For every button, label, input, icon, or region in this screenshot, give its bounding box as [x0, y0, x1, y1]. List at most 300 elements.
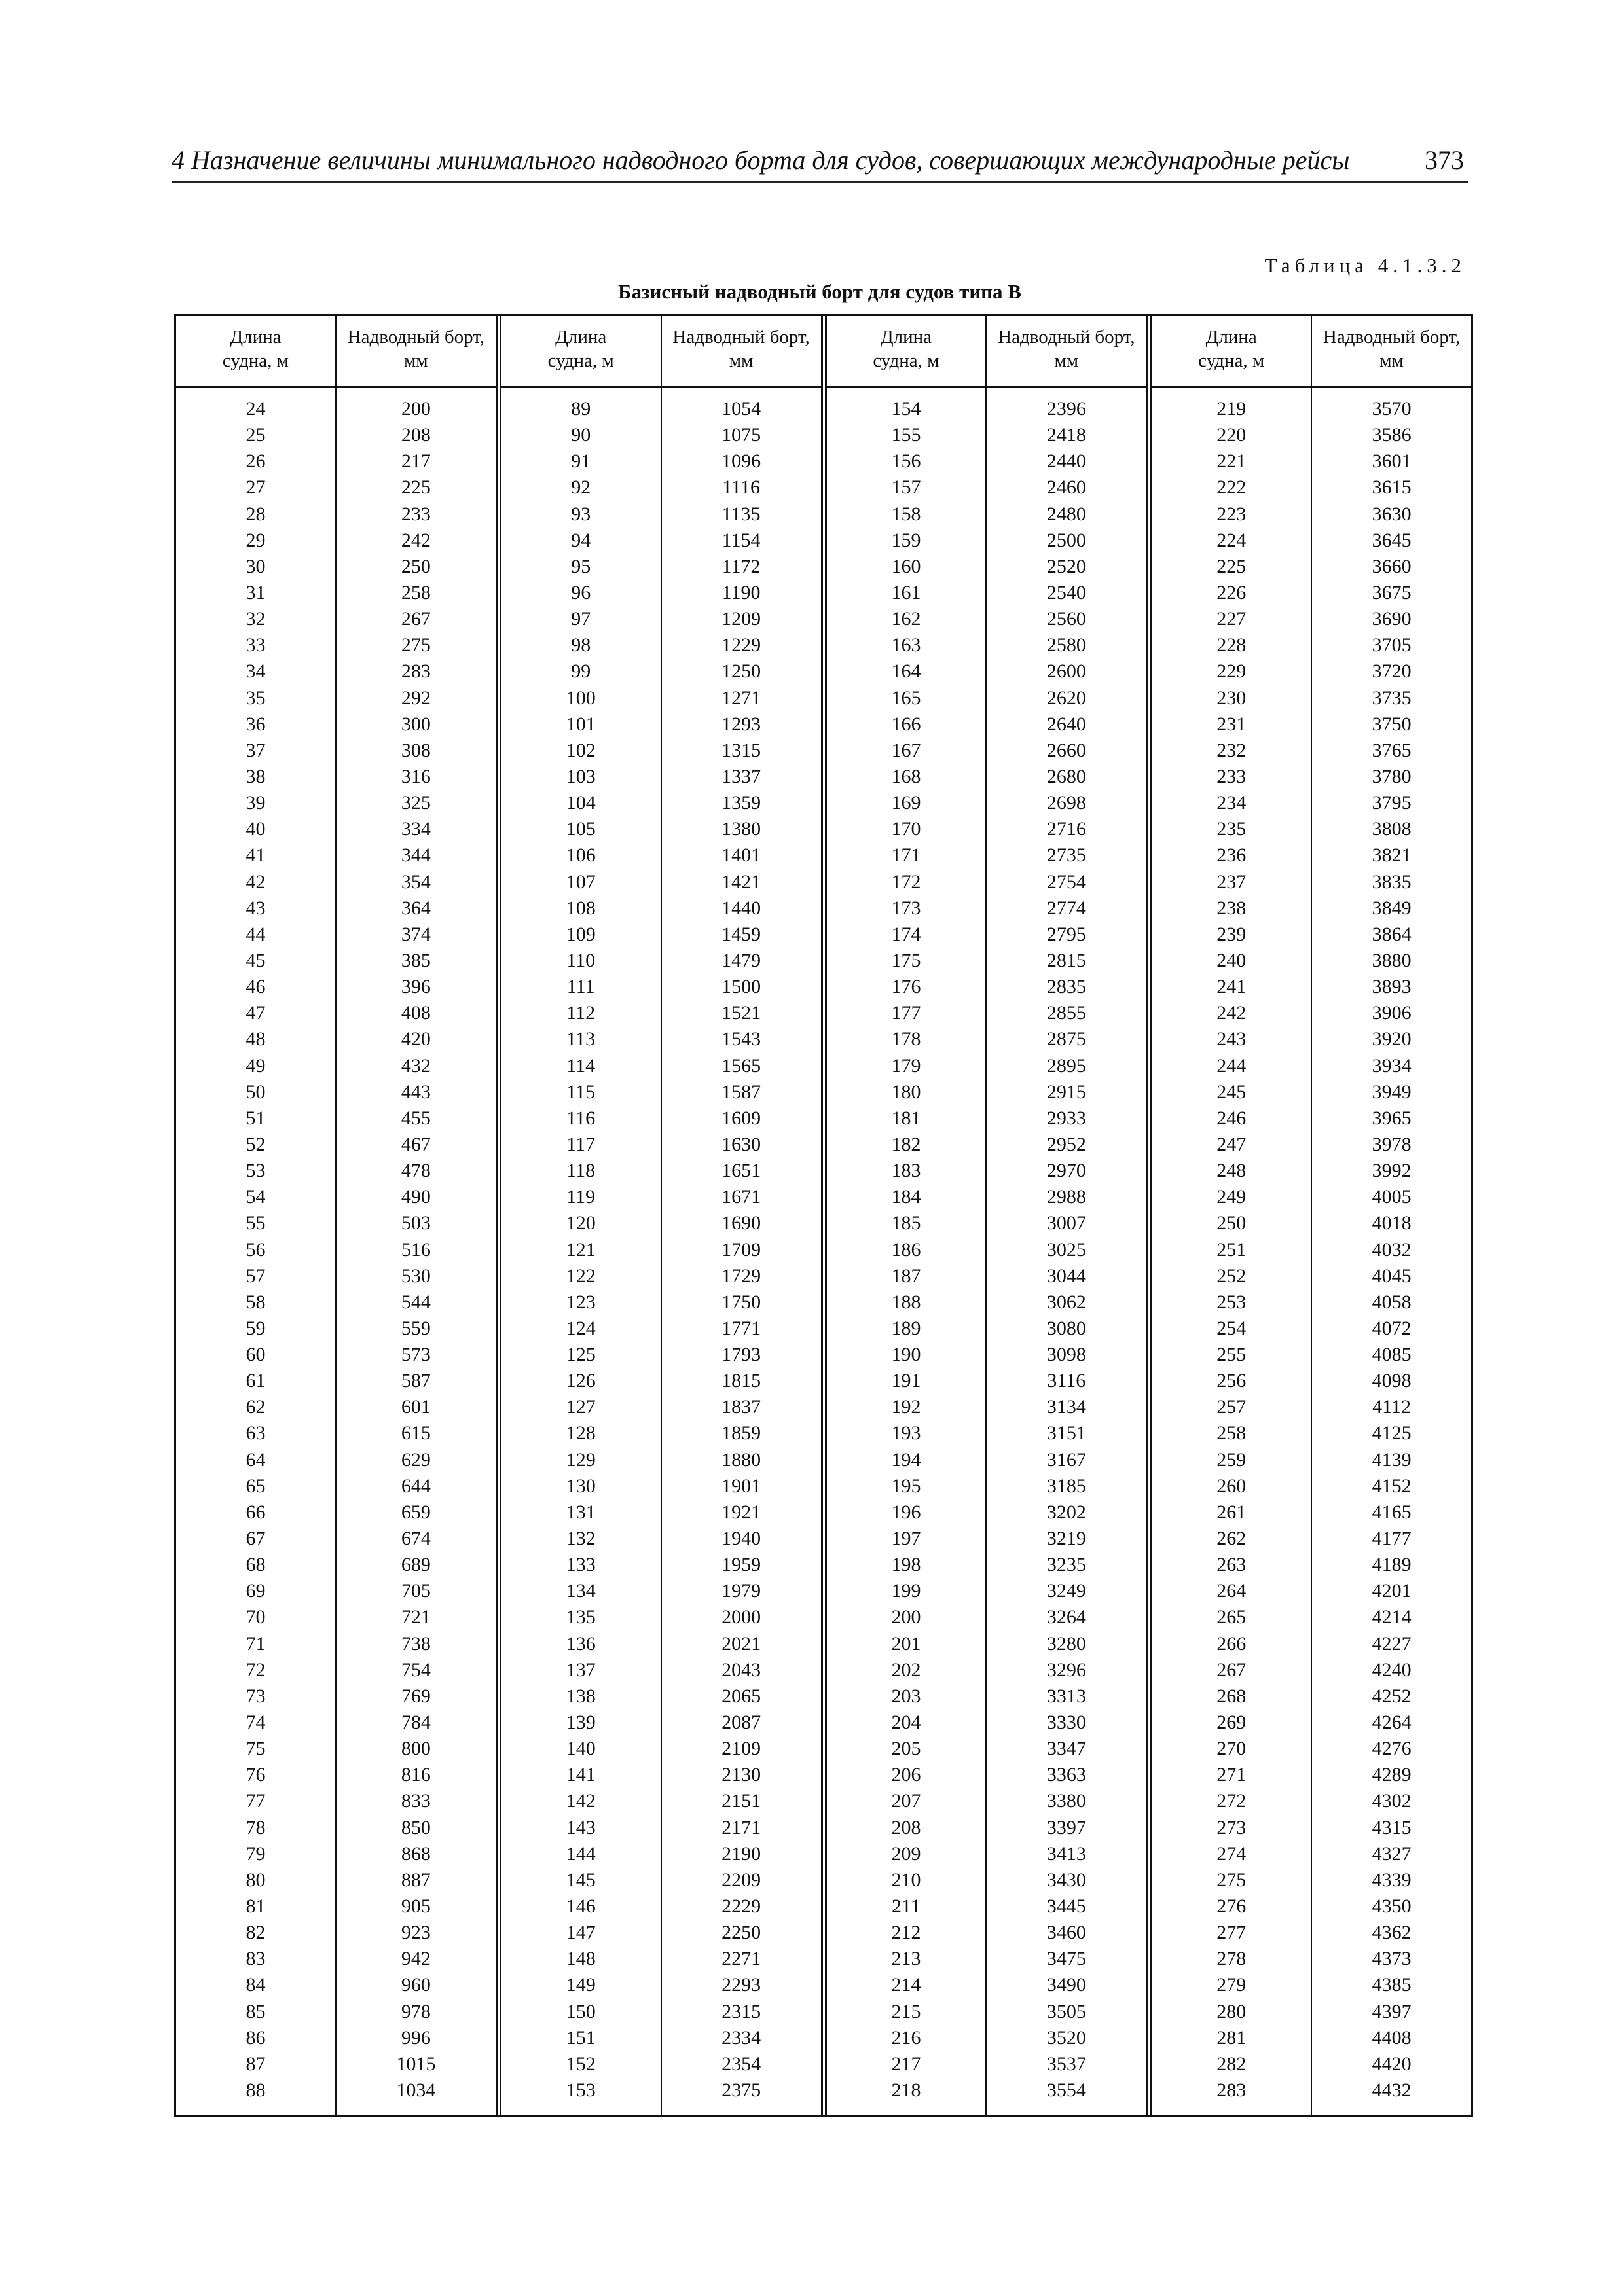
freeboard-cell: 364 [401, 897, 431, 919]
freeboard-cell: 267 [401, 608, 431, 630]
freeboard-cell: 4125 [1372, 1422, 1412, 1444]
freeboard-cell: 3949 [1372, 1081, 1412, 1103]
column-group-header [827, 316, 1146, 388]
length-cell: 37 [246, 739, 266, 761]
length-cell: 184 [891, 1186, 921, 1208]
length-cell: 228 [1216, 634, 1247, 656]
freeboard-cell: 960 [401, 1974, 431, 1996]
freeboard-cell: 2754 [1046, 870, 1086, 893]
length-cell: 217 [891, 2053, 921, 2075]
length-cell: 252 [1216, 1265, 1247, 1287]
freeboard-cell: 3906 [1372, 1002, 1412, 1024]
length-cell: 239 [1216, 923, 1247, 945]
length-cell: 232 [1216, 739, 1247, 761]
freeboard-cell: 4420 [1372, 2053, 1412, 2075]
freeboard-cell: 3185 [1046, 1475, 1086, 1497]
header-line: судна, м [1198, 350, 1265, 371]
freeboard-cell: 2190 [721, 1842, 761, 1865]
freeboard-column [661, 388, 821, 2115]
header-length [827, 316, 986, 386]
freeboard-cell: 2620 [1046, 687, 1086, 709]
freeboard-cell: 2354 [721, 2053, 761, 2075]
freeboard-cell: 3235 [1046, 1554, 1086, 1576]
length-cell: 234 [1216, 792, 1247, 814]
length-cell: 87 [246, 2053, 266, 2075]
freeboard-cell: 3044 [1046, 1265, 1086, 1287]
freeboard-cell: 530 [401, 1265, 431, 1287]
freeboard-cell: 978 [401, 2000, 431, 2022]
freeboard-cell: 4165 [1372, 1501, 1412, 1523]
length-cell: 127 [566, 1396, 596, 1418]
length-cell: 192 [891, 1396, 921, 1418]
length-cell: 179 [891, 1054, 921, 1077]
freeboard-cell: 242 [401, 529, 431, 551]
header-line: Длина [230, 327, 282, 348]
freeboard-cell: 325 [401, 792, 431, 814]
length-cell: 72 [246, 1659, 266, 1681]
length-cell: 108 [566, 897, 596, 919]
freeboard-cell: 1609 [721, 1107, 761, 1129]
freeboard-cell: 1337 [721, 765, 761, 787]
length-cell: 54 [246, 1186, 266, 1208]
freeboard-cell: 2293 [721, 1974, 761, 1996]
length-cell: 100 [566, 687, 596, 709]
length-cell: 224 [1216, 529, 1247, 551]
length-cell: 165 [891, 687, 921, 709]
length-cell: 211 [891, 1895, 921, 1918]
length-cell: 49 [246, 1054, 266, 1077]
freeboard-cell: 2109 [721, 1738, 761, 1760]
length-cell: 229 [1216, 660, 1247, 683]
length-cell: 247 [1216, 1133, 1247, 1155]
freeboard-cell: 3520 [1046, 2026, 1086, 2049]
length-cell: 89 [571, 398, 591, 420]
freeboard-cell: 4177 [1372, 1528, 1412, 1550]
freeboard-cell: 1630 [721, 1133, 761, 1155]
freeboard-cell: 3720 [1372, 660, 1412, 683]
freeboard-cell: 629 [401, 1448, 431, 1471]
freeboard-cell: 3570 [1372, 398, 1412, 420]
freeboard-cell: 1959 [721, 1554, 761, 1576]
freeboard-cell: 4339 [1372, 1869, 1412, 1891]
freeboard-cell: 2440 [1046, 450, 1086, 473]
freeboard-cell: 3490 [1046, 1974, 1086, 1996]
length-cell: 237 [1216, 870, 1247, 893]
freeboard-cell: 784 [401, 1712, 431, 1734]
freeboard-cell: 3505 [1046, 2000, 1086, 2022]
length-cell: 272 [1216, 1790, 1247, 1812]
length-cell: 110 [566, 949, 596, 971]
freeboard-cell: 217 [401, 450, 431, 473]
freeboard-cell: 3660 [1372, 555, 1412, 577]
length-cell: 219 [1216, 398, 1247, 420]
length-cell: 213 [891, 1948, 921, 1970]
freeboard-cell: 3202 [1046, 1501, 1086, 1523]
freeboard-cell: 1229 [721, 634, 761, 656]
freeboard-cell: 3167 [1046, 1448, 1086, 1471]
length-cell: 250 [1216, 1212, 1247, 1234]
freeboard-cell: 2087 [721, 1712, 761, 1734]
freeboard-cell: 3445 [1046, 1895, 1086, 1918]
length-cell: 123 [566, 1291, 596, 1313]
freeboard-cell: 3630 [1372, 503, 1412, 525]
running-title: 4 Назначение величины минимального надводного борта для судов, совершающих международные рейсы [172, 145, 1350, 175]
length-cell: 204 [891, 1712, 921, 1734]
length-cell: 246 [1216, 1107, 1247, 1129]
length-cell: 46 [246, 976, 266, 998]
length-cell: 199 [891, 1580, 921, 1602]
length-cell: 105 [566, 818, 596, 840]
length-cell: 34 [246, 660, 266, 683]
length-cell: 226 [1216, 581, 1247, 603]
header-line: судна, м [873, 350, 939, 371]
length-cell: 176 [891, 976, 921, 998]
length-cell: 188 [891, 1291, 921, 1313]
header-line: Надводный борт, [998, 327, 1135, 348]
length-cell: 180 [891, 1081, 921, 1103]
length-cell: 71 [246, 1632, 266, 1655]
length-cell: 138 [566, 1685, 596, 1707]
length-cell: 257 [1216, 1396, 1247, 1418]
header-line: Длина [1205, 327, 1257, 348]
freeboard-cell: 4350 [1372, 1895, 1412, 1918]
freeboard-cell: 316 [401, 765, 431, 787]
freeboard-cell: 225 [401, 476, 431, 499]
freeboard-cell: 2815 [1046, 949, 1086, 971]
length-cell: 193 [891, 1422, 921, 1444]
freeboard-cell: 2171 [721, 1816, 761, 1839]
length-cell: 222 [1216, 476, 1247, 499]
length-cell: 161 [891, 581, 921, 603]
length-cell: 113 [566, 1028, 596, 1050]
freeboard-cell: 4227 [1372, 1632, 1412, 1655]
freeboard-cell: 3025 [1046, 1238, 1086, 1261]
freeboard-cell: 1500 [721, 976, 761, 998]
freeboard-cell: 233 [401, 503, 431, 525]
length-cell: 202 [891, 1659, 921, 1681]
freeboard-cell: 1421 [721, 870, 761, 893]
freeboard-cell: 3965 [1372, 1107, 1412, 1129]
length-cell: 274 [1216, 1842, 1247, 1865]
length-cell: 218 [891, 2079, 921, 2101]
freeboard-cell: 3821 [1372, 844, 1412, 867]
freeboard-cell: 573 [401, 1344, 431, 1366]
freeboard-cell: 396 [401, 976, 431, 998]
freeboard-cell: 200 [401, 398, 431, 420]
freeboard-cell: 1565 [721, 1054, 761, 1077]
freeboard-cell: 1401 [721, 844, 761, 867]
length-cell: 155 [891, 424, 921, 446]
length-cell: 173 [891, 897, 921, 919]
length-cell: 55 [246, 1212, 266, 1234]
freeboard-cell: 516 [401, 1238, 431, 1261]
freeboard-cell: 3992 [1372, 1160, 1412, 1182]
length-cell: 254 [1216, 1317, 1247, 1339]
length-column [501, 388, 661, 2115]
length-cell: 203 [891, 1685, 921, 1707]
freeboard-cell: 2043 [721, 1659, 761, 1681]
length-cell: 167 [891, 739, 921, 761]
freeboard-cell: 1750 [721, 1291, 761, 1313]
freeboard-cell: 2795 [1046, 923, 1086, 945]
length-cell: 75 [246, 1738, 266, 1760]
length-cell: 248 [1216, 1160, 1247, 1182]
length-cell: 146 [566, 1895, 596, 1918]
freeboard-cell: 2580 [1046, 634, 1086, 656]
header-line: Надводный борт, [1322, 327, 1461, 348]
length-cell: 283 [1216, 2079, 1247, 2101]
freeboard-cell: 1921 [721, 1501, 761, 1523]
freeboard-cell: 996 [401, 2026, 431, 2049]
freeboard-cell: 1209 [721, 608, 761, 630]
freeboard-cell: 559 [401, 1317, 431, 1339]
length-cell: 258 [1216, 1422, 1247, 1444]
length-cell: 261 [1216, 1501, 1247, 1523]
length-cell: 264 [1216, 1580, 1247, 1602]
freeboard-cell: 1671 [721, 1186, 761, 1208]
header-line: Надводный борт, [347, 327, 484, 348]
freeboard-cell: 4264 [1372, 1712, 1412, 1734]
freeboard-cell: 3675 [1372, 581, 1412, 603]
length-cell: 99 [571, 660, 591, 683]
length-cell: 56 [246, 1238, 266, 1261]
length-cell: 209 [891, 1842, 921, 1865]
freeboard-cell: 3705 [1372, 634, 1412, 656]
length-cell: 182 [891, 1133, 921, 1155]
freeboard-cell: 2660 [1046, 739, 1086, 761]
freeboard-cell: 816 [401, 1764, 431, 1786]
freeboard-cell: 3554 [1046, 2079, 1086, 2101]
freeboard-cell: 1729 [721, 1265, 761, 1287]
header-line: мм [1054, 350, 1079, 371]
freeboard-cell: 2460 [1046, 476, 1086, 499]
freeboard-cell: 275 [401, 634, 431, 656]
freeboard-cell: 3601 [1372, 450, 1412, 473]
freeboard-cell: 689 [401, 1554, 431, 1576]
freeboard-cell: 4276 [1372, 1738, 1412, 1760]
freeboard-cell: 769 [401, 1685, 431, 1707]
freeboard-cell: 4112 [1372, 1396, 1411, 1418]
length-cell: 166 [891, 713, 921, 735]
length-cell: 223 [1216, 503, 1247, 525]
freeboard-cell: 2933 [1046, 1107, 1086, 1129]
freeboard-cell: 374 [401, 923, 431, 945]
length-cell: 142 [566, 1790, 596, 1812]
freeboard-cell: 2970 [1046, 1160, 1086, 1182]
length-cell: 260 [1216, 1475, 1247, 1497]
freeboard-cell: 3413 [1046, 1842, 1086, 1865]
freeboard-cell: 2250 [721, 1922, 761, 1944]
freeboard-cell: 420 [401, 1028, 431, 1050]
freeboard-cell: 2271 [721, 1948, 761, 1970]
freeboard-cell: 2130 [721, 1764, 761, 1786]
header-freeboard [335, 316, 496, 386]
freeboard-cell: 850 [401, 1816, 431, 1839]
freeboard-cell: 4098 [1372, 1370, 1412, 1392]
freeboard-cell: 3007 [1046, 1212, 1086, 1234]
freeboard-cell: 4058 [1372, 1291, 1412, 1313]
freeboard-cell: 1135 [721, 503, 761, 525]
freeboard-cell: 1271 [721, 687, 761, 709]
freeboard-cell: 4289 [1372, 1764, 1412, 1786]
length-cell: 83 [246, 1948, 266, 1970]
length-cell: 61 [246, 1370, 266, 1392]
length-cell: 148 [566, 1948, 596, 1970]
freeboard-cell: 2774 [1046, 897, 1086, 919]
length-column [176, 388, 335, 2115]
freeboard-cell: 4385 [1372, 1974, 1412, 1996]
freeboard-table [174, 314, 1473, 2117]
freeboard-cell: 3249 [1046, 1580, 1086, 1602]
length-cell: 236 [1216, 844, 1247, 867]
length-cell: 121 [566, 1238, 596, 1261]
length-cell: 26 [246, 450, 266, 473]
length-cell: 50 [246, 1081, 266, 1103]
length-cell: 48 [246, 1028, 266, 1050]
length-cell: 126 [566, 1370, 596, 1392]
length-cell: 111 [566, 976, 595, 998]
length-cell: 130 [566, 1475, 596, 1497]
freeboard-cell: 2396 [1046, 398, 1086, 420]
freeboard-cell: 4152 [1372, 1475, 1412, 1497]
freeboard-cell: 3219 [1046, 1528, 1086, 1550]
freeboard-cell: 644 [401, 1475, 431, 1497]
freeboard-cell: 800 [401, 1738, 431, 1760]
freeboard-cell: 2334 [721, 2026, 761, 2049]
freeboard-cell: 738 [401, 1632, 431, 1655]
length-cell: 255 [1216, 1344, 1247, 1366]
length-cell: 197 [891, 1528, 921, 1550]
freeboard-cell: 3313 [1046, 1685, 1086, 1707]
length-cell: 240 [1216, 949, 1247, 971]
length-cell: 74 [246, 1712, 266, 1734]
length-cell: 128 [566, 1422, 596, 1444]
freeboard-cell: 2315 [721, 2000, 761, 2022]
length-cell: 80 [246, 1869, 266, 1891]
freeboard-cell: 887 [401, 1869, 431, 1891]
length-cell: 243 [1216, 1028, 1247, 1050]
freeboard-cell: 354 [401, 870, 431, 893]
freeboard-cell: 1054 [721, 398, 761, 420]
freeboard-cell: 1154 [721, 529, 761, 551]
length-cell: 118 [566, 1160, 596, 1182]
freeboard-cell: 3780 [1372, 765, 1412, 787]
length-cell: 152 [566, 2053, 596, 2075]
length-cell: 265 [1216, 1606, 1247, 1628]
length-cell: 190 [891, 1344, 921, 1366]
freeboard-cell: 334 [401, 818, 431, 840]
freeboard-cell: 4315 [1372, 1816, 1412, 1839]
length-cell: 162 [891, 608, 921, 630]
length-cell: 225 [1216, 555, 1247, 577]
length-cell: 178 [891, 1028, 921, 1050]
freeboard-cell: 1859 [721, 1422, 761, 1444]
length-cell: 171 [891, 844, 921, 867]
length-cell: 44 [246, 923, 266, 945]
freeboard-cell: 3116 [1047, 1370, 1086, 1392]
length-cell: 32 [246, 608, 266, 630]
freeboard-cell: 1940 [721, 1528, 761, 1550]
freeboard-cell: 292 [401, 687, 431, 709]
header-line: Длина [880, 327, 932, 348]
length-cell: 220 [1216, 424, 1247, 446]
length-cell: 235 [1216, 818, 1247, 840]
freeboard-cell: 1521 [721, 1002, 761, 1024]
length-cell: 269 [1216, 1712, 1247, 1734]
freeboard-cell: 258 [401, 581, 431, 603]
freeboard-cell: 2500 [1046, 529, 1086, 551]
freeboard-cell: 942 [401, 1948, 431, 1970]
length-cell: 96 [571, 581, 591, 603]
length-cell: 59 [246, 1317, 266, 1339]
length-cell: 104 [566, 792, 596, 814]
length-cell: 82 [246, 1922, 266, 1944]
length-cell: 141 [566, 1764, 596, 1786]
header-freeboard [661, 316, 821, 386]
length-cell: 70 [246, 1606, 266, 1628]
length-cell: 66 [246, 1501, 266, 1523]
freeboard-cell: 1116 [722, 476, 760, 499]
length-cell: 73 [246, 1685, 266, 1707]
length-cell: 40 [246, 818, 266, 840]
length-cell: 207 [891, 1790, 921, 1812]
length-cell: 133 [566, 1554, 596, 1576]
length-cell: 57 [246, 1265, 266, 1287]
length-cell: 79 [246, 1842, 266, 1865]
freeboard-cell: 3264 [1046, 1606, 1086, 1628]
length-cell: 36 [246, 713, 266, 735]
length-cell: 191 [891, 1370, 921, 1392]
length-cell: 242 [1216, 1002, 1247, 1024]
length-cell: 35 [246, 687, 266, 709]
length-cell: 62 [246, 1396, 266, 1418]
length-cell: 251 [1216, 1238, 1247, 1261]
freeboard-cell: 4018 [1372, 1212, 1412, 1234]
header-length [176, 316, 335, 386]
header-length [501, 316, 661, 386]
header-line: судна, м [547, 350, 614, 371]
freeboard-cell: 2021 [721, 1632, 761, 1655]
freeboard-cell: 868 [401, 1842, 431, 1865]
length-cell: 185 [891, 1212, 921, 1234]
length-cell: 163 [891, 634, 921, 656]
freeboard-cell: 2151 [721, 1790, 761, 1812]
freeboard-cell: 1837 [721, 1396, 761, 1418]
length-cell: 51 [246, 1107, 266, 1129]
freeboard-cell: 3750 [1372, 713, 1412, 735]
freeboard-cell: 4327 [1372, 1842, 1412, 1865]
length-cell: 267 [1216, 1659, 1247, 1681]
freeboard-cell: 1250 [721, 660, 761, 683]
length-cell: 102 [566, 739, 596, 761]
length-column [1152, 388, 1311, 2115]
freeboard-cell: 4302 [1372, 1790, 1412, 1812]
length-cell: 208 [891, 1816, 921, 1839]
length-cell: 279 [1216, 1974, 1247, 1996]
header-line: Надводный борт, [672, 327, 810, 348]
length-cell: 262 [1216, 1528, 1247, 1550]
freeboard-cell: 659 [401, 1501, 431, 1523]
freeboard-cell: 1901 [721, 1475, 761, 1497]
freeboard-cell: 1979 [721, 1580, 761, 1602]
length-cell: 39 [246, 792, 266, 814]
length-cell: 149 [566, 1974, 596, 1996]
freeboard-cell: 1034 [396, 2079, 436, 2101]
length-cell: 42 [246, 870, 266, 893]
length-cell: 58 [246, 1291, 266, 1313]
length-cell: 77 [246, 1790, 266, 1812]
column-group-body [1152, 388, 1471, 2115]
